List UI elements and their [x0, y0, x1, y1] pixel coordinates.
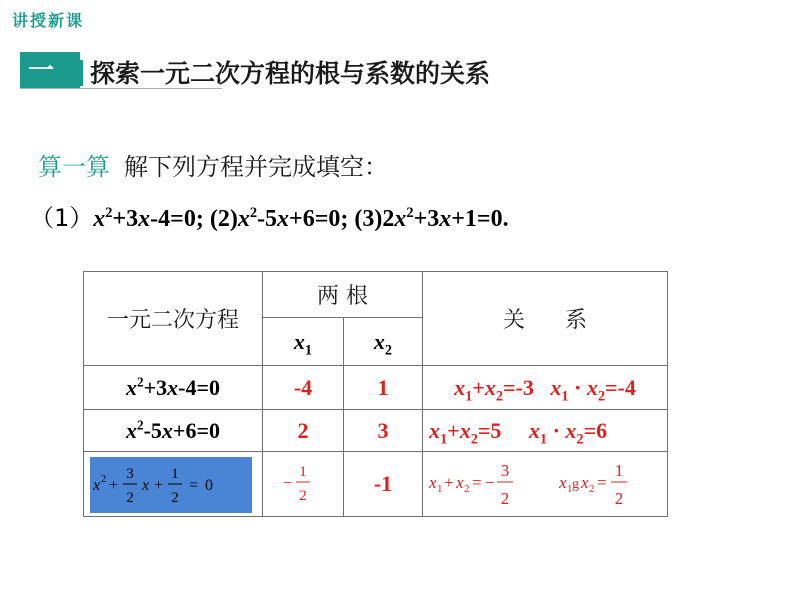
svg-text:2: 2 [126, 490, 134, 506]
svg-text:+: + [154, 477, 164, 494]
row1-x2: 1 [344, 366, 423, 410]
row3-equation-formula [90, 457, 252, 513]
svg-text:1: 1 [614, 461, 624, 480]
table-row [84, 366, 668, 410]
svg-text:2: 2 [500, 489, 510, 508]
row3-x2: -1 [344, 452, 423, 517]
row2-equation: $x^2-5x+6=0$ [84, 410, 263, 452]
header-equation: 一元二次方程 [84, 272, 263, 366]
svg-text:=: = [472, 473, 482, 492]
svg-text:1: 1 [299, 464, 307, 480]
header-relation: 关系 [423, 272, 668, 366]
table-row [84, 410, 668, 452]
task-instruction: 解下列方程并完成填空： [124, 153, 388, 181]
row1-equation: $x^2+3x-4=0$ [84, 366, 263, 410]
header-roots: 两 根 [263, 272, 423, 318]
row3-x1-fraction [273, 454, 333, 510]
section-underline [20, 88, 222, 89]
equation-prefix: （1） [30, 204, 94, 232]
svg-text:+: + [444, 473, 454, 492]
svg-text:x: x [581, 473, 589, 492]
svg-text:x: x [559, 473, 567, 492]
svg-text:=: = [189, 477, 199, 494]
equation-highlight-box [90, 457, 252, 513]
svg-text:=: = [597, 473, 607, 492]
svg-text:−: − [283, 475, 293, 492]
svg-text:1: 1 [567, 483, 573, 495]
task-lead: 算一算 [38, 153, 110, 181]
row2-relation: $x_1+x_2=5$ $x_1 \cdot x_2=6$ [423, 410, 668, 452]
svg-text:2: 2 [614, 489, 624, 508]
section-accent-bar [76, 60, 83, 86]
equation-list [30, 198, 509, 233]
svg-text:2: 2 [464, 483, 470, 495]
row1-x1: -4 [263, 366, 344, 410]
row3-relation [423, 452, 668, 517]
svg-text:0: 0 [205, 477, 213, 494]
row3-relation-formula [425, 452, 665, 512]
header-x2: $x_2$ [344, 318, 423, 366]
row2-x1: 2 [263, 410, 344, 452]
svg-text:2: 2 [299, 488, 307, 504]
svg-text:2: 2 [101, 474, 106, 485]
svg-text:x: x [429, 473, 437, 492]
svg-text:1: 1 [171, 466, 179, 482]
task-line [38, 147, 388, 182]
header-tag: 讲授新课 [12, 11, 85, 30]
header-x1: $x_1$ [263, 318, 344, 366]
svg-text:3: 3 [126, 466, 134, 482]
equation-1: $x^2+3x-4=0$; [93, 205, 204, 232]
svg-text:2: 2 [171, 490, 179, 506]
equation-3: $(3)2x^2+3x+1=0$. [354, 205, 509, 232]
svg-text:x: x [93, 477, 101, 494]
svg-text:−: − [485, 473, 495, 492]
svg-text:x: x [142, 477, 150, 494]
svg-text:1: 1 [437, 483, 443, 495]
section-number: 一 [28, 56, 55, 86]
svg-text:3: 3 [500, 461, 510, 480]
row3-x1 [263, 452, 344, 517]
svg-text:2: 2 [589, 483, 595, 495]
svg-text:+: + [109, 477, 119, 494]
svg-text:g: g [572, 477, 579, 492]
section-title: 探索一元二次方程的根与系数的关系 [90, 59, 491, 88]
svg-text:x: x [456, 473, 464, 492]
row2-x2: 3 [344, 410, 423, 452]
equation-2: $(2)x^2-5x+6=0$; [209, 205, 349, 232]
row1-relation: $x_1+x_2=-3$ $x_1 \cdot x_2=-4$ [423, 366, 668, 410]
